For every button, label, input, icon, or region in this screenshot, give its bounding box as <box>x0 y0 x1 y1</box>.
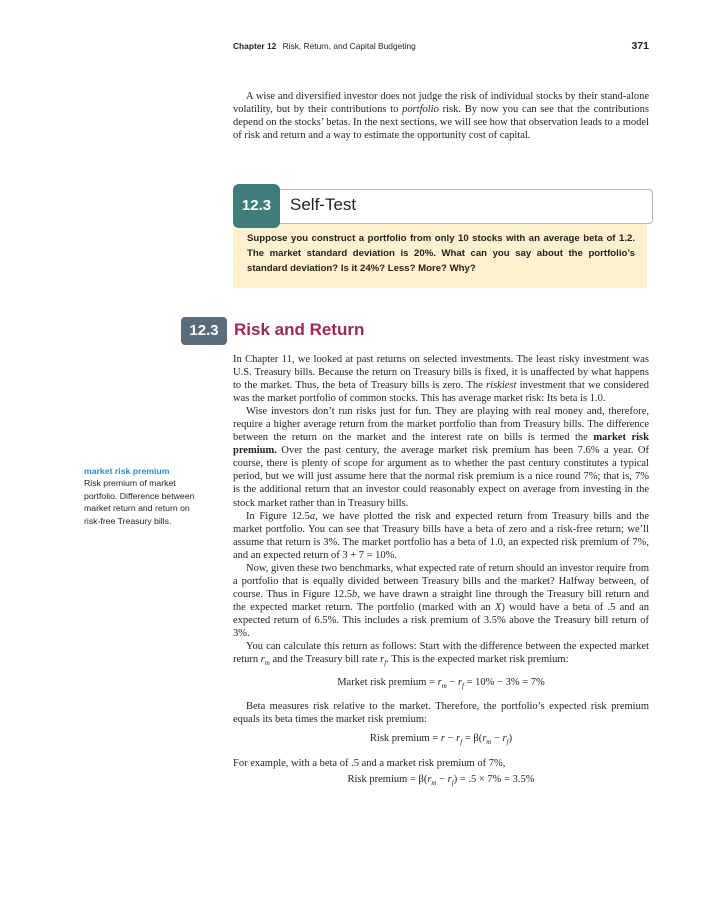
paragraph-7: For example, with a beta of .5 and a market risk premium of 7%, <box>233 757 506 769</box>
paragraph-5: You can calculate this return as follows: Start with the difference between the expected market return $r_m$ and the Treasury bill rate $r_f$. This is the expected market risk premium: <box>233 641 649 668</box>
intro-paragraph <box>233 90 649 142</box>
page-number: 371 <box>631 40 649 52</box>
self-test-titlebar <box>233 184 653 228</box>
section-number-badge: 12.3 <box>181 317 227 345</box>
chapter-label: Chapter 12 <box>233 41 277 51</box>
paragraph-4: Now, given these two benchmarks, what expected rate of return should an investor require from a portfolio that is equally divided between Treasury bills and the market? Halfway between, of course. Thus in Figure 12.5b, we have drawn a straight line through the Treasury bill return and the expected market return. The portfolio (marked with an X) would have a beta of .5 and an expected return of 6.5%. This includes a risk premium of 3.5% above the Treasury bill return of 3%. <box>233 562 650 639</box>
paragraph-6: Beta measures risk relative to the market. Therefore, the portfolio’s expected risk premium equals its beta times the market risk premium: <box>233 701 649 726</box>
margin-definition-text: Risk premium of market portfolio. Difference between market return and return on risk-free Treasury bills. <box>84 478 195 526</box>
paragraph-1: In Chapter 11, we looked at past returns on selected investments. The least risky investment was U.S. Treasury bills. Because the return on Treasury bills is fixed, it is unaffected by what happens to the market. Thus, the beta of Treasury bills is zero. The riskiest investment that we considered was the market portfolio of common stocks. This has average market risk: Its beta is 1.0. <box>233 354 649 405</box>
intro-text-2: risk. By now you can see that the contributions depend on the stocks’ betas. In the next sections, we will see how that observation leads to a model of risk and return and a way to estimate the opportunity cost of capital. <box>233 104 649 142</box>
paragraph-2: Wise investors don’t run risks just for fun. They are playing with real money and, therefore, require a higher average return from the market portfolio than from Treasury bills. The difference between the return on the market and the interest rate on bills is termed the market risk premium. Over the past century, the average market risk premium has been 7.6% a year. Of course, there is plenty of scope for argument as to whether the past century constitutes a typical period, but we will just assume here that the normal risk premium is a nice round 7%; that is, 7% is the additional return that an investor could reasonably expect on average from investing in the stock market rather than in Treasury bills. <box>233 406 649 509</box>
equation-risk-premium-beta: Risk premium = $r - r_f = \beta(r_m - r_f)$ <box>369 733 513 747</box>
main-text <box>233 353 649 797</box>
self-test-title: Self-Test <box>290 195 357 214</box>
self-test-box <box>233 184 653 288</box>
intro-text-1: A wise and diversified investor does not judge the risk of individual stocks by their stand-alone volatility, but by their contributions to <box>233 91 649 116</box>
paragraph-3: In Figure 12.5a, we have plotted the risk and expected return from Treasury bills and the market portfolio. You can see that Treasury bills have a beta of zero and a risk-free return; we’ll assume that return is 3%. The market portfolio has a beta of 1.0, an expected risk premium of 7%, and an expected return of 3 + 7 = 10%. <box>233 510 649 561</box>
margin-definition <box>84 465 200 527</box>
self-test-badge: 12.3 <box>233 184 280 228</box>
section-title: Risk and Return <box>234 320 365 339</box>
chapter-title: Risk, Return, and Capital Budgeting <box>282 41 416 51</box>
equation-risk-premium-example: Risk premium = $\beta(r_m - r_f) = .5 \times 7\% = 3.5\%$ <box>347 773 535 787</box>
running-header <box>233 41 649 53</box>
self-test-question: Suppose you construct a portfolio from only 10 stocks with an average beta of 1.2. The market standard deviation is 20%. What can you say about the portfolio’s standard deviation? Is it 24%? Less? More? Why? <box>233 223 647 288</box>
term-market-risk-premium: market risk premium. <box>233 432 649 457</box>
intro-emphasis: portfolio <box>402 104 439 116</box>
equation-market-risk-premium: Market risk premium = $r_m - r_f = 10\% - 3\% = 7\%$ <box>337 677 545 691</box>
margin-term: market risk premium <box>84 466 170 476</box>
